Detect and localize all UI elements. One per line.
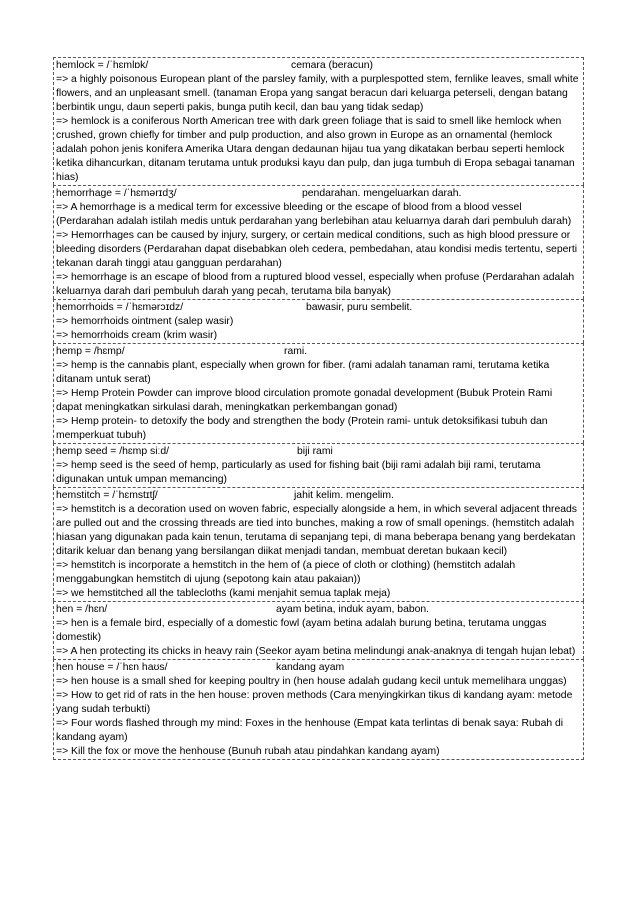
entry-hemp (53, 343, 584, 443)
entry-line: => hemorrhoids ointment (salep wasir) (56, 316, 234, 327)
entry-line: => a highly poisonous European plant of the parsley family, with a purplespotted stem, fernlike leaves, small white flowers, and an unpleasant smell. (tanaman Eropa yang sangat beracun dari keluarga peterseli, dengan batang berbintik ungu, daun seperti pakis, bunga putih kecil, dan bau yang tidak sedap) (56, 74, 579, 113)
entry-header (56, 489, 581, 503)
entry-translation: cemara (beracun) (291, 60, 374, 71)
entry-header (56, 59, 581, 73)
entry-term: hemlock = /ˈhɛmlɒk/ (56, 60, 149, 71)
entry-line: => hen house is a small shed for keeping poultry in (hen house adalah gudang kecil untuk memelihara unggas) (56, 676, 567, 687)
entry-term: hemorrhoids = /ˈhɛmərɔɪdz/ (56, 302, 184, 313)
entry-translation: jahit kelim. mengelim. (294, 490, 394, 501)
entry-line: => hemlock is a coniferous North American tree with dark green foliage that is said to smell like hemlock when crushed, grown chiefly for timber and pulp production, and also grown in Europe as an ornamental (hemlock adalah pohon jenis konifera Amerika Utara dengan dedaunan hijau tua yang dikatakan berbau seperti hemlock ketika dihancurkan, ditanam terutama untuk produksi kayu dan pulp, dan juga tumbuh di Eropa sebagai tanaman hias) (56, 116, 575, 183)
entry-hen-house (53, 659, 584, 760)
entry-line: => hemstitch is incorporate a hemstitch in the hem of (a piece of cloth or clothing) (hemstitch adalah menggabungkan hemstitch di ujung (sepotong kain atau pakaian)) (56, 560, 516, 585)
entry-line: => hemp is the cannabis plant, especially when grown for fiber. (rami adalah tanaman rami, terutama ketika ditanam untuk serat) (56, 360, 550, 385)
entry-line: => Kill the fox or move the henhouse (Bunuh rubah atau pindahkan kandang ayam) (56, 746, 440, 757)
entry-header (56, 187, 581, 201)
entry-line: => Hemorrhages can be caused by injury, surgery, or certain medical conditions, such as high blood pressure or bleeding disorders (Perdarahan dapat disebabkan oleh cedera, pembedahan, atau kondisi medis tertentu, seperti tekanan darah tinggi atau gangguan perdarahan) (56, 230, 578, 269)
entry-hen (53, 601, 584, 659)
entry-header (56, 603, 581, 617)
entry-line: => How to get rid of rats in the hen house: proven methods (Cara menyingkirkan tikus di kandang ayam: metode yang sudah terbukti) (56, 690, 573, 715)
entry-line: => A hen protecting its chicks in heavy rain (Seekor ayam betina melindungi anak-anaknya di tengah hujan lebat) (56, 646, 576, 657)
entry-translation: kandang ayam (276, 662, 345, 673)
entry-translation: biji rami (297, 446, 333, 457)
entry-header (56, 445, 581, 459)
entry-term: hemstitch = /ˈhɛmstɪtʃ/ (56, 490, 158, 501)
entry-translation: rami. (284, 346, 308, 357)
entry-line: => Hemp protein- to detoxify the body and strengthen the body (Protein rami- untuk detoksifikasi tubuh dan memperkuat tubuh) (56, 416, 548, 441)
entry-line: => A hemorrhage is a medical term for excessive bleeding or the escape of blood from a blood vessel (Perdarahan adalah istilah medis untuk perdarahan yang berlebihan atau keluarnya darah dari pembuluh darah) (56, 202, 572, 227)
entry-translation: ayam betina, induk ayam, babon. (276, 604, 430, 615)
entry-hemstitch (53, 487, 584, 601)
entry-term: hemp seed = /hɛmp siːd/ (56, 446, 170, 457)
entry-line: => Hemp Protein Powder can improve blood circulation promote gonadal development (Bubuk Protein Rami dapat meningkatkan sirkulasi darah, meningkatkan perkembangan gonad) (56, 388, 553, 413)
entry-line: => hen is a female bird, especially of a domestic fowl (ayam betina adalah burung betina, terutama unggas domestik) (56, 618, 547, 643)
entry-hemp-seed (53, 443, 584, 487)
entry-header (56, 661, 581, 675)
entry-header (56, 345, 581, 359)
entry-line: => hemstitch is a decoration used on woven fabric, especially alongside a hem, in which several adjacent threads are pulled out and the crossing threads are tied into bunches, making a row of small openings. (hemstitch adalah hiasan yang digunakan pada kain tenun, terutama di sepanjang tepi, di mana beberapa benang yang berdekatan ditarik keluar dan benang yang bersilangan diikat menjadi tandan, membuat deretan bukaan kecil) (56, 504, 577, 557)
entry-translation: pendarahan. mengeluarkan darah. (302, 188, 462, 199)
entry-line: => hemorrhoids cream (krim wasir) (56, 330, 218, 341)
entry-hemlock (53, 57, 584, 185)
entry-hemorrhage (53, 185, 584, 299)
entry-term: hemp = /hɛmp/ (56, 346, 125, 357)
entry-line: => hemorrhage is an escape of blood from a ruptured blood vessel, especially when profuse (Perdarahan adalah keluarnya darah dari pembuluh darah yang pecah, terutama bila banyak) (56, 272, 575, 297)
entry-term: hen house = /ˈhɛn haʊs/ (56, 662, 168, 673)
entry-term: hen = /hɛn/ (56, 604, 108, 615)
entry-header (56, 301, 581, 315)
entry-line: => Four words flashed through my mind: Foxes in the henhouse (Empat kata terlintas di benak saya: Rubah di kandang ayam) (56, 718, 564, 743)
entry-hemorrhoids (53, 299, 584, 343)
entry-line: => we hemstitched all the tablecloths (kami menjahit semua taplak meja) (56, 588, 391, 599)
entry-term: hemorrhage = /ˈhɛmərɪdʒ/ (56, 188, 177, 199)
glossary-page (53, 57, 584, 760)
entry-line: => hemp seed is the seed of hemp, particularly as used for fishing bait (biji rami adalah biji rami, terutama digunakan untuk umpan memancing) (56, 460, 541, 485)
entry-translation: bawasir, puru sembelit. (306, 302, 413, 313)
